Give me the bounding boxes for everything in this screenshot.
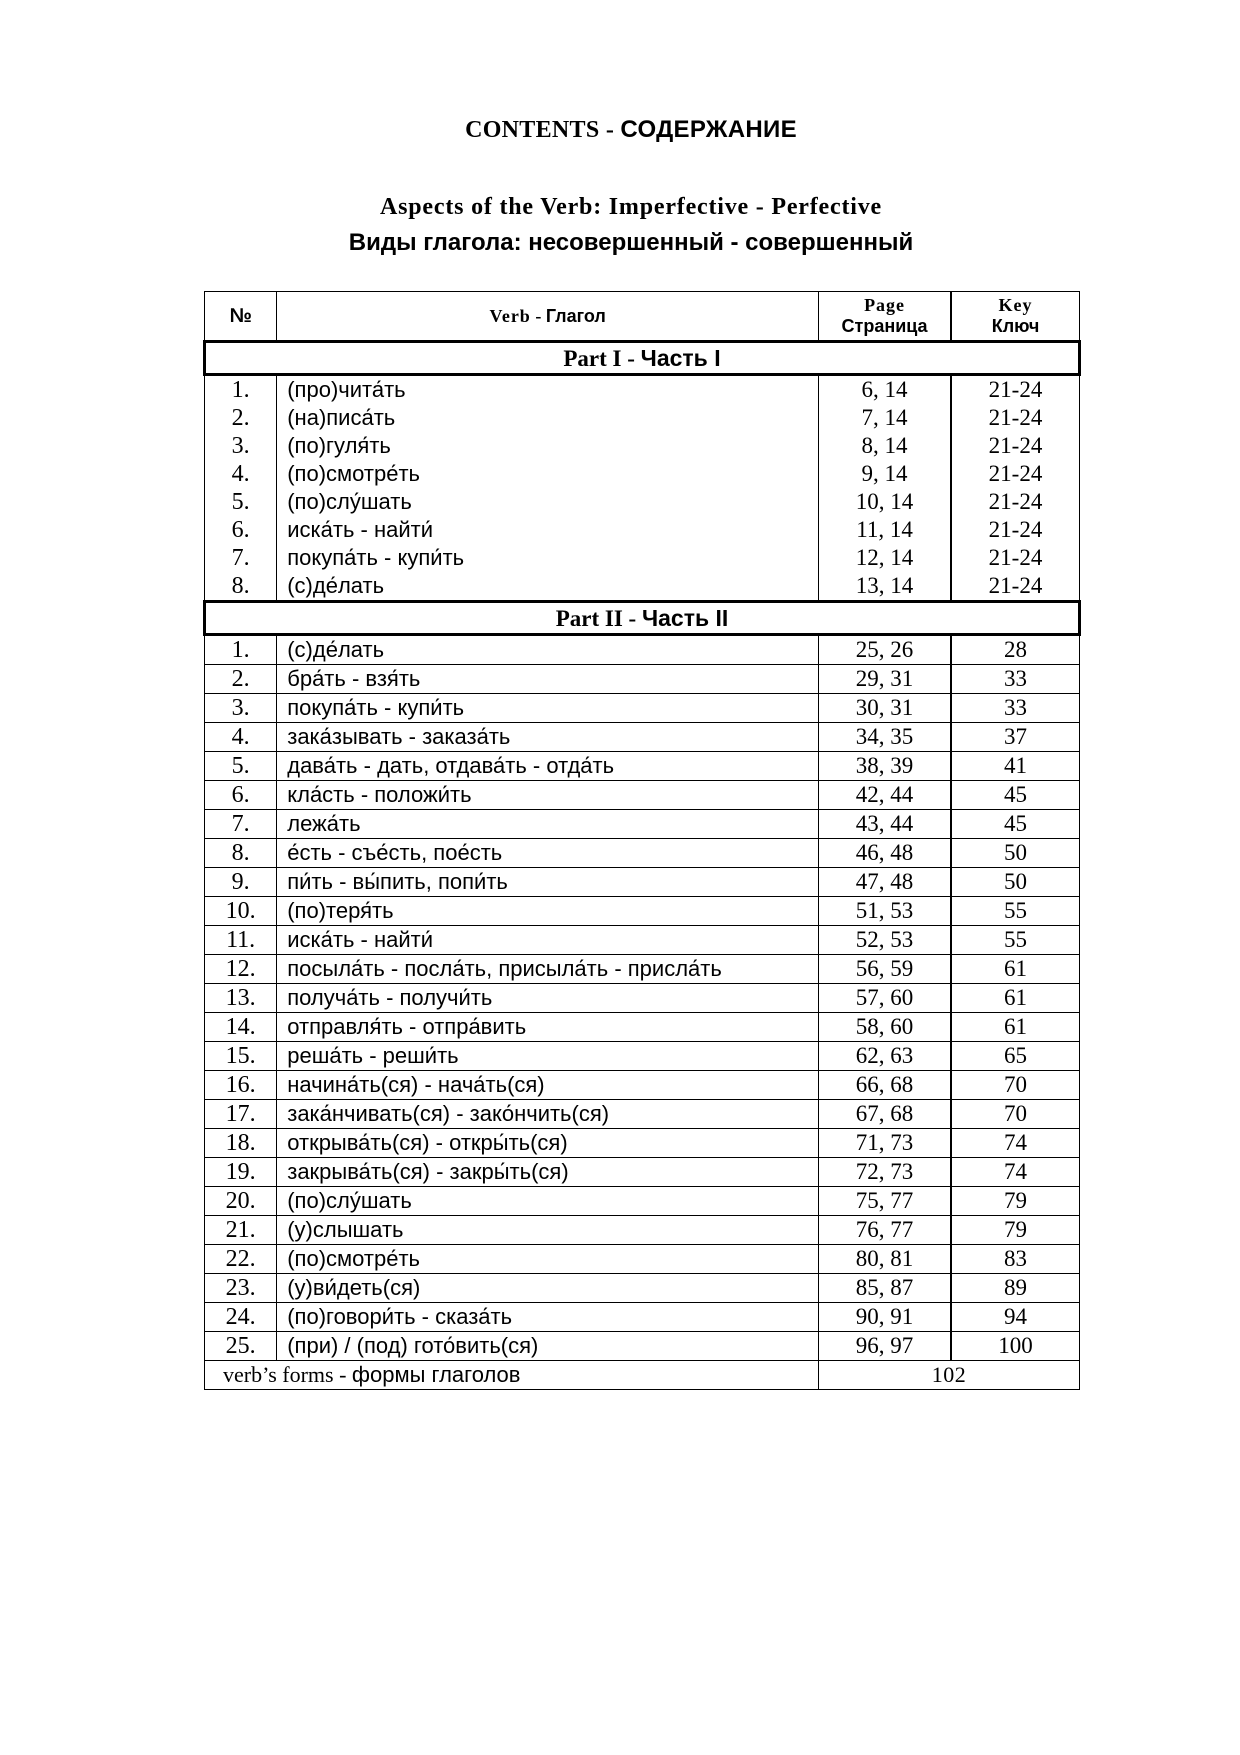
row-verb: покупа́ть - купи́ть [277, 544, 819, 572]
header-page-en: Page [864, 295, 906, 315]
row-verb: (у)ви́деть(ся) [277, 1274, 819, 1303]
row-number: 7. [205, 810, 277, 839]
row-key: 61 [951, 955, 1079, 984]
part2-heading-row [205, 602, 1080, 635]
row-verb: (по)говори́ть - сказа́ть [277, 1303, 819, 1332]
table-row [205, 375, 1080, 405]
row-number: 3. [205, 694, 277, 723]
part1-separator: - [621, 345, 641, 371]
row-page: 67, 68 [819, 1100, 951, 1129]
row-number: 18. [205, 1129, 277, 1158]
row-number: 6. [205, 516, 277, 544]
row-verb: начина́ть(ся) - нача́ть(ся) [277, 1071, 819, 1100]
row-page: 10, 14 [819, 488, 951, 516]
row-key: 65 [951, 1042, 1079, 1071]
row-verb: получа́ть - получи́ть [277, 984, 819, 1013]
table-row [205, 1216, 1080, 1245]
header-page [819, 292, 951, 342]
row-number: 9. [205, 868, 277, 897]
row-page: 85, 87 [819, 1274, 951, 1303]
title-ru: СОДЕРЖАНИЕ [620, 116, 797, 143]
contents-table [203, 291, 1081, 1390]
row-key: 21-24 [951, 375, 1079, 405]
row-page: 9, 14 [819, 460, 951, 488]
table-row [205, 544, 1080, 572]
row-verb: закрыва́ть(ся) - закры́ть(ся) [277, 1158, 819, 1187]
table-row [205, 897, 1080, 926]
table-row [205, 1245, 1080, 1274]
row-number: 6. [205, 781, 277, 810]
title-en: CONTENTS [465, 117, 600, 143]
table-row [205, 488, 1080, 516]
verb-forms-label-ru: формы глаголов [351, 1362, 521, 1387]
table-row [205, 984, 1080, 1013]
row-page: 62, 63 [819, 1042, 951, 1071]
row-number: 25. [205, 1332, 277, 1361]
part2-label-ru: Часть II [641, 604, 729, 631]
row-number: 2. [205, 665, 277, 694]
row-number: 8. [205, 839, 277, 868]
row-key: 61 [951, 984, 1079, 1013]
row-page: 8, 14 [819, 432, 951, 460]
row-verb: пи́ть - вы́пить, попи́ть [277, 868, 819, 897]
row-page: 71, 73 [819, 1129, 951, 1158]
header-key-en: Key [998, 295, 1033, 315]
row-key: 100 [951, 1332, 1079, 1361]
table-row [205, 1303, 1080, 1332]
row-page: 76, 77 [819, 1216, 951, 1245]
table-row [205, 810, 1080, 839]
header-key [951, 292, 1079, 342]
row-number: 11. [205, 926, 277, 955]
table-row [205, 694, 1080, 723]
row-page: 57, 60 [819, 984, 951, 1013]
header-verb-separator: - [530, 305, 546, 326]
row-verb: отправля́ть - отпра́вить [277, 1013, 819, 1042]
row-verb: открыва́ть(ся) - откры́ть(ся) [277, 1129, 819, 1158]
verb-forms-page: 102 [819, 1361, 1080, 1390]
table-row [205, 752, 1080, 781]
header-key-ru: Ключ [991, 316, 1040, 336]
row-number: 15. [205, 1042, 277, 1071]
part2-separator: - [622, 605, 642, 631]
table-row [205, 955, 1080, 984]
table-row [205, 460, 1080, 488]
row-key: 79 [951, 1216, 1079, 1245]
row-verb: дава́ть - дать, отдава́ть - отда́ть [277, 752, 819, 781]
row-verb: (по)гуля́ть [277, 432, 819, 460]
row-key: 41 [951, 752, 1079, 781]
row-key: 21-24 [951, 488, 1079, 516]
part2-heading [205, 602, 1080, 635]
row-key: 50 [951, 868, 1079, 897]
subtitle-russian: Виды глагола: несовершенный - совершенный [348, 229, 914, 256]
row-verb: бра́ть - взя́ть [277, 665, 819, 694]
row-key: 21-24 [951, 544, 1079, 572]
row-verb: (по)слу́шать [277, 1187, 819, 1216]
row-page: 56, 59 [819, 955, 951, 984]
footer-section [205, 1361, 1080, 1390]
row-number: 4. [205, 460, 277, 488]
row-key: 55 [951, 897, 1079, 926]
table-row [205, 1100, 1080, 1129]
row-verb: (по)смотре́ть [277, 1245, 819, 1274]
row-page: 13, 14 [819, 572, 951, 602]
row-number: 20. [205, 1187, 277, 1216]
row-page: 34, 35 [819, 723, 951, 752]
table-row [205, 1129, 1080, 1158]
row-number: 2. [205, 404, 277, 432]
title-separator: - [599, 117, 621, 143]
row-key: 45 [951, 781, 1079, 810]
row-page: 52, 53 [819, 926, 951, 955]
row-number: 22. [205, 1245, 277, 1274]
row-page: 38, 39 [819, 752, 951, 781]
table-row [205, 1332, 1080, 1361]
row-page: 11, 14 [819, 516, 951, 544]
row-page: 46, 48 [819, 839, 951, 868]
part2-section [205, 602, 1080, 1361]
row-key: 74 [951, 1129, 1079, 1158]
row-key: 21-24 [951, 432, 1079, 460]
part1-heading [205, 342, 1080, 375]
row-number: 7. [205, 544, 277, 572]
table-row [205, 635, 1080, 665]
row-page: 72, 73 [819, 1158, 951, 1187]
row-verb: иска́ть - найти́ [277, 516, 819, 544]
row-verb: (по)слу́шать [277, 488, 819, 516]
row-page: 30, 31 [819, 694, 951, 723]
verb-forms-separator: - [333, 1362, 352, 1387]
document-title [0, 116, 1240, 144]
row-verb: лежа́ть [277, 810, 819, 839]
table-row [205, 723, 1080, 752]
row-key: 45 [951, 810, 1079, 839]
row-key: 21-24 [951, 516, 1079, 544]
row-verb: иска́ть - найти́ [277, 926, 819, 955]
row-number: 5. [205, 488, 277, 516]
row-verb: посыла́ть - посла́ть, присыла́ть - присла́ть [277, 955, 819, 984]
part1-section [205, 342, 1080, 602]
row-number: 13. [205, 984, 277, 1013]
row-key: 89 [951, 1274, 1079, 1303]
header-page-ru: Страница [841, 316, 928, 336]
verb-forms-label-en: verb’s forms [223, 1362, 334, 1387]
row-verb: (с)де́лать [277, 572, 819, 602]
table-row [205, 665, 1080, 694]
row-key: 74 [951, 1158, 1079, 1187]
row-page: 47, 48 [819, 868, 951, 897]
row-key: 28 [951, 635, 1079, 665]
row-key: 21-24 [951, 572, 1079, 602]
row-number: 4. [205, 723, 277, 752]
row-verb: (при) / (под) гото́вить(ся) [277, 1332, 819, 1361]
row-number: 23. [205, 1274, 277, 1303]
row-page: 51, 53 [819, 897, 951, 926]
row-verb: (про)чита́ть [277, 375, 819, 405]
part1-label-en: Part I [563, 345, 622, 371]
row-key: 70 [951, 1071, 1079, 1100]
row-number: 14. [205, 1013, 277, 1042]
table-row [205, 868, 1080, 897]
verb-forms-label [205, 1361, 819, 1390]
table-header-row [205, 292, 1080, 342]
part2-label-en: Part II [555, 605, 623, 631]
row-page: 6, 14 [819, 375, 951, 405]
table-row [205, 516, 1080, 544]
row-number: 3. [205, 432, 277, 460]
row-key: 55 [951, 926, 1079, 955]
row-number: 19. [205, 1158, 277, 1187]
table-row [205, 432, 1080, 460]
part1-heading-row [205, 342, 1080, 375]
table-row [205, 404, 1080, 432]
row-page: 66, 68 [819, 1071, 951, 1100]
row-number: 1. [205, 635, 277, 665]
row-page: 80, 81 [819, 1245, 951, 1274]
row-verb: реша́ть - реши́ть [277, 1042, 819, 1071]
row-verb: (у)слышать [277, 1216, 819, 1245]
row-key: 33 [951, 694, 1079, 723]
row-page: 58, 60 [819, 1013, 951, 1042]
row-number: 12. [205, 955, 277, 984]
row-page: 42, 44 [819, 781, 951, 810]
table-row [205, 1042, 1080, 1071]
row-page: 75, 77 [819, 1187, 951, 1216]
row-verb: е́сть - съе́сть, пое́сть [277, 839, 819, 868]
row-key: 94 [951, 1303, 1079, 1332]
header-number: № [205, 292, 277, 342]
table-row [205, 1187, 1080, 1216]
row-key: 70 [951, 1100, 1079, 1129]
row-number: 17. [205, 1100, 277, 1129]
header-verb-ru: Глагол [545, 305, 606, 326]
table-row [205, 1274, 1080, 1303]
row-verb: (по)теря́ть [277, 897, 819, 926]
row-key: 33 [951, 665, 1079, 694]
row-page: 12, 14 [819, 544, 951, 572]
row-page: 43, 44 [819, 810, 951, 839]
table-row [205, 839, 1080, 868]
row-page: 96, 97 [819, 1332, 951, 1361]
row-key: 79 [951, 1187, 1079, 1216]
row-number: 1. [205, 375, 277, 405]
row-verb: покупа́ть - купи́ть [277, 694, 819, 723]
table-row [205, 1013, 1080, 1042]
row-number: 24. [205, 1303, 277, 1332]
header-verb [277, 292, 819, 342]
table-row [205, 572, 1080, 602]
row-key: 21-24 [951, 460, 1079, 488]
row-number: 21. [205, 1216, 277, 1245]
table-row [205, 1158, 1080, 1187]
row-key: 83 [951, 1245, 1079, 1274]
row-number: 8. [205, 572, 277, 602]
row-page: 29, 31 [819, 665, 951, 694]
row-number: 16. [205, 1071, 277, 1100]
row-page: 90, 91 [819, 1303, 951, 1332]
row-verb: (по)смотре́ть [277, 460, 819, 488]
table-row [205, 926, 1080, 955]
row-number: 10. [205, 897, 277, 926]
row-verb: (с)де́лать [277, 635, 819, 665]
row-key: 37 [951, 723, 1079, 752]
table-row [205, 781, 1080, 810]
table-row [205, 1071, 1080, 1100]
row-page: 7, 14 [819, 404, 951, 432]
row-key: 50 [951, 839, 1079, 868]
row-verb: (на)писа́ть [277, 404, 819, 432]
part1-label-ru: Часть I [640, 344, 721, 371]
header-verb-en: Verb [489, 305, 531, 326]
row-key: 21-24 [951, 404, 1079, 432]
verb-forms-row [205, 1361, 1080, 1390]
row-page: 25, 26 [819, 635, 951, 665]
subtitle-english: Aspects of the Verb: Imperfective - Perfective [380, 194, 882, 220]
row-verb: зака́нчивать(ся) - зако́нчить(ся) [277, 1100, 819, 1129]
row-verb: кла́сть - положи́ть [277, 781, 819, 810]
row-verb: зака́зывать - заказа́ть [277, 723, 819, 752]
row-number: 5. [205, 752, 277, 781]
row-key: 61 [951, 1013, 1079, 1042]
